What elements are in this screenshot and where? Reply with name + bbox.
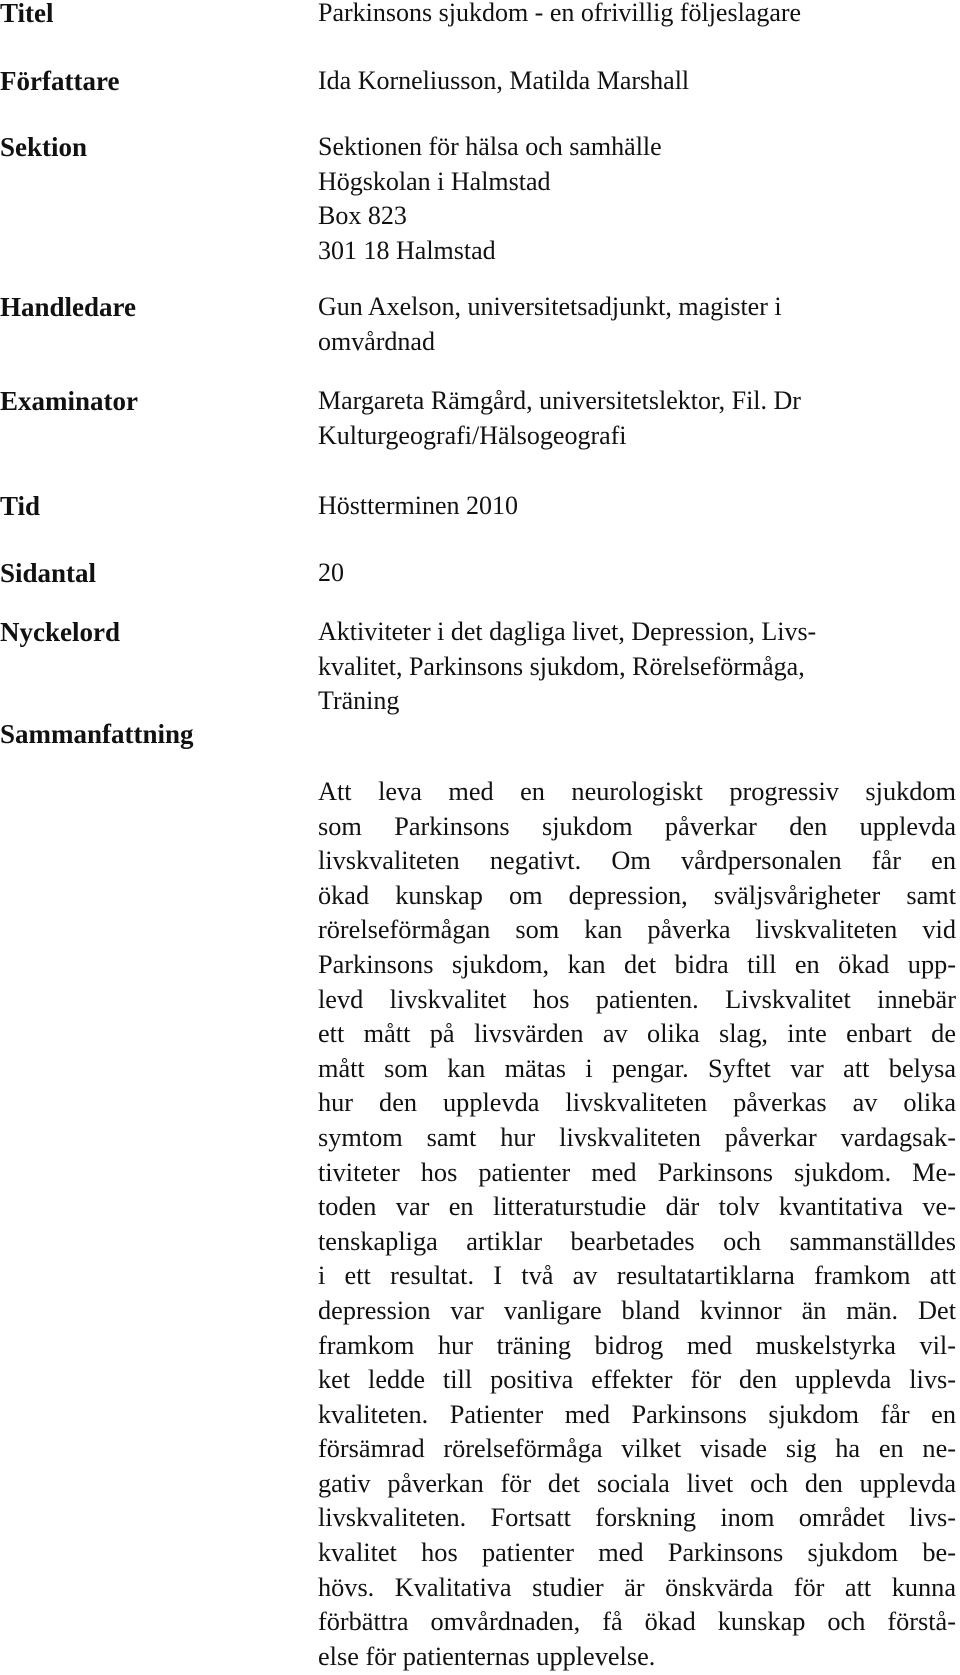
examiner-line: Margareta Rämgård, universitetslektor, Fil. Dr xyxy=(318,386,801,415)
summary-line: levd livskvalitet hos patienten. Livskvalitet innebär xyxy=(318,984,956,1014)
section-value xyxy=(318,130,918,268)
summary-line: kvalitet hos patienter med Parkinsons sjukdom be- xyxy=(318,1538,956,1568)
summary-line: toden var en litteraturstudie där tolv kvantitativa ve- xyxy=(318,1192,956,1222)
pages-label: Sidantal xyxy=(0,558,97,588)
summary-line: gativ påverkan för det sociala livet och den upplevda xyxy=(318,1468,956,1498)
supervisor-label: Handledare xyxy=(0,292,137,322)
section-label: Sektion xyxy=(0,132,88,162)
keywords-line: Aktiviteter i det dagliga livet, Depression, Livs- xyxy=(318,617,817,646)
summary-line: kvaliteten. Patienter med Parkinsons sjukdom får en xyxy=(318,1399,956,1429)
authors-label: Författare xyxy=(0,66,120,96)
summary-line: depression var vanligare bland kvinnor än män. Det xyxy=(318,1295,956,1325)
section-line: Sektionen för hälsa och samhälle xyxy=(318,132,662,161)
supervisor-value xyxy=(318,290,918,359)
authors-text: Ida Korneliusson, Matilda Marshall xyxy=(318,66,690,95)
summary-line: tenskapliga artiklar bearbetades och sammanställdes xyxy=(318,1226,956,1256)
summary-line: symtom samt hur livskvaliteten påverkar vardagsak- xyxy=(318,1122,956,1152)
section-line: 301 18 Halmstad xyxy=(318,235,496,265)
summary-line: i ett resultat. I två av resultatartiklarna framkom att xyxy=(318,1261,956,1291)
summary-line: livskvaliteten negativt. Om vårdpersonalen får en xyxy=(318,846,956,876)
section-line: Högskolan i Halmstad xyxy=(318,166,551,196)
keywords-line: kvalitet, Parkinsons sjukdom, Rörelseförmåga, xyxy=(318,651,805,681)
supervisor-line: Gun Axelson, universitetsadjunkt, magister i xyxy=(318,292,782,321)
section-line: Box 823 xyxy=(318,201,407,230)
supervisor-line: omvårdnad xyxy=(318,326,435,356)
examiner-line: Kulturgeografi/Hälsogeografi xyxy=(318,420,627,450)
keywords-value xyxy=(318,615,918,719)
summary-line: förbättra omvårdnaden, få ökad kunskap och förstå- xyxy=(318,1607,956,1637)
time-value xyxy=(318,489,918,524)
summary-line: tiviteter hos patienter med Parkinsons sjukdom. Me- xyxy=(318,1157,956,1187)
summary-text xyxy=(318,775,956,1674)
title-label: Titel xyxy=(0,0,54,28)
time-text: Höstterminen 2010 xyxy=(318,491,519,520)
keywords-label: Nyckelord xyxy=(0,617,120,647)
summary-line: rörelseförmågan som kan påverka livskvaliteten vid xyxy=(318,915,956,945)
summary-line: ökad kunskap om depression, sväljsvårigheter samt xyxy=(318,880,956,910)
summary-line: hur den upplevda livskvaliteten påverkas av olika xyxy=(318,1088,956,1118)
summary-line: ket ledde till positiva effekter för den upplevda livs- xyxy=(318,1365,956,1395)
summary-line: Att leva med en neurologiskt progressiv sjukdom xyxy=(318,777,956,806)
pages-text: 20 xyxy=(318,558,344,587)
title-value xyxy=(318,0,918,31)
summary-line: Parkinsons sjukdom, kan det bidra till en ökad upp- xyxy=(318,949,956,979)
summary-line: livskvaliteten. Fortsatt forskning inom området livs- xyxy=(318,1503,956,1533)
pages-value xyxy=(318,556,918,591)
keywords-line: Träning xyxy=(318,686,400,715)
summary-line: som Parkinsons sjukdom påverkar den upplevda xyxy=(318,811,956,841)
summary-line: försämrad rörelseförmåga vilket visade sig ha en ne- xyxy=(318,1434,956,1464)
examiner-label: Examinator xyxy=(0,386,138,416)
summary-line: else för patienternas upplevelse. xyxy=(318,1641,656,1671)
title-text: Parkinsons sjukdom - en ofrivillig följeslagare xyxy=(318,0,802,27)
summary-line: ett mått på livsvärden av olika slag, inte enbart de xyxy=(318,1019,956,1049)
authors-value xyxy=(318,64,918,99)
summary-line: framkom hur träning bidrog med muskelstyrka vil- xyxy=(318,1330,956,1360)
summary-line: mått som kan mätas i pengar. Syftet var att belysa xyxy=(318,1053,956,1083)
time-label: Tid xyxy=(0,491,41,521)
summary-line: hövs. Kvalitativa studier är önskvärda för att kunna xyxy=(318,1572,956,1602)
summary-label: Sammanfattning xyxy=(0,719,194,749)
examiner-value xyxy=(318,384,918,453)
